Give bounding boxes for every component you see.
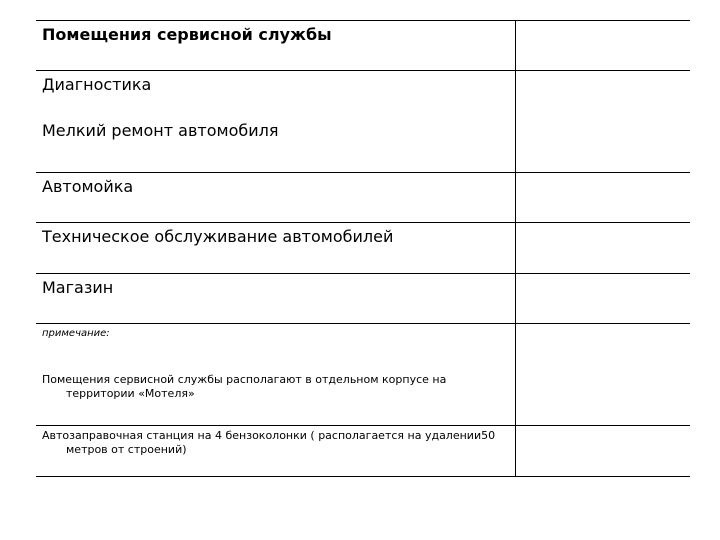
table-row: [36, 274, 690, 324]
table-heading: Помещения сервисной службы: [42, 25, 332, 44]
empty-cell: [516, 71, 691, 173]
table-cell: [36, 274, 516, 324]
table-cell: [36, 324, 516, 426]
table-row: [36, 426, 690, 477]
table-cell: [36, 223, 516, 274]
row-label-car-wash: Автомойка: [42, 177, 134, 196]
empty-cell: [516, 21, 691, 71]
table-row: [36, 324, 690, 426]
empty-cell: [516, 426, 691, 477]
empty-cell: [516, 223, 691, 274]
table-row: [36, 21, 690, 71]
table-row: [36, 173, 690, 223]
services-table: [36, 20, 690, 477]
empty-cell: [516, 173, 691, 223]
gas-station-text: Автозаправочная станция на 4 бензоколонки ( располагается на удалении50 метров от строений): [42, 429, 496, 456]
table-cell: [36, 426, 516, 477]
row-label-diagnostics: Диагностика: [42, 75, 152, 94]
empty-cell: [516, 324, 691, 426]
table-row: [36, 223, 690, 274]
table-cell: [36, 21, 516, 71]
table-cell: [36, 173, 516, 223]
table-row: [36, 71, 690, 173]
row-label-maintenance: Техническое обслуживание автомобилей: [42, 227, 394, 246]
row-label-shop: Магазин: [42, 278, 114, 297]
note-text: Помещения сервисной службы располагают в отдельном корпусе на территории «Мотеля»: [42, 373, 447, 400]
note-label: примечание:: [42, 328, 110, 339]
table-cell: [36, 71, 516, 173]
empty-cell: [516, 274, 691, 324]
row-label-minor-repair: Мелкий ремонт автомобиля: [42, 121, 279, 140]
